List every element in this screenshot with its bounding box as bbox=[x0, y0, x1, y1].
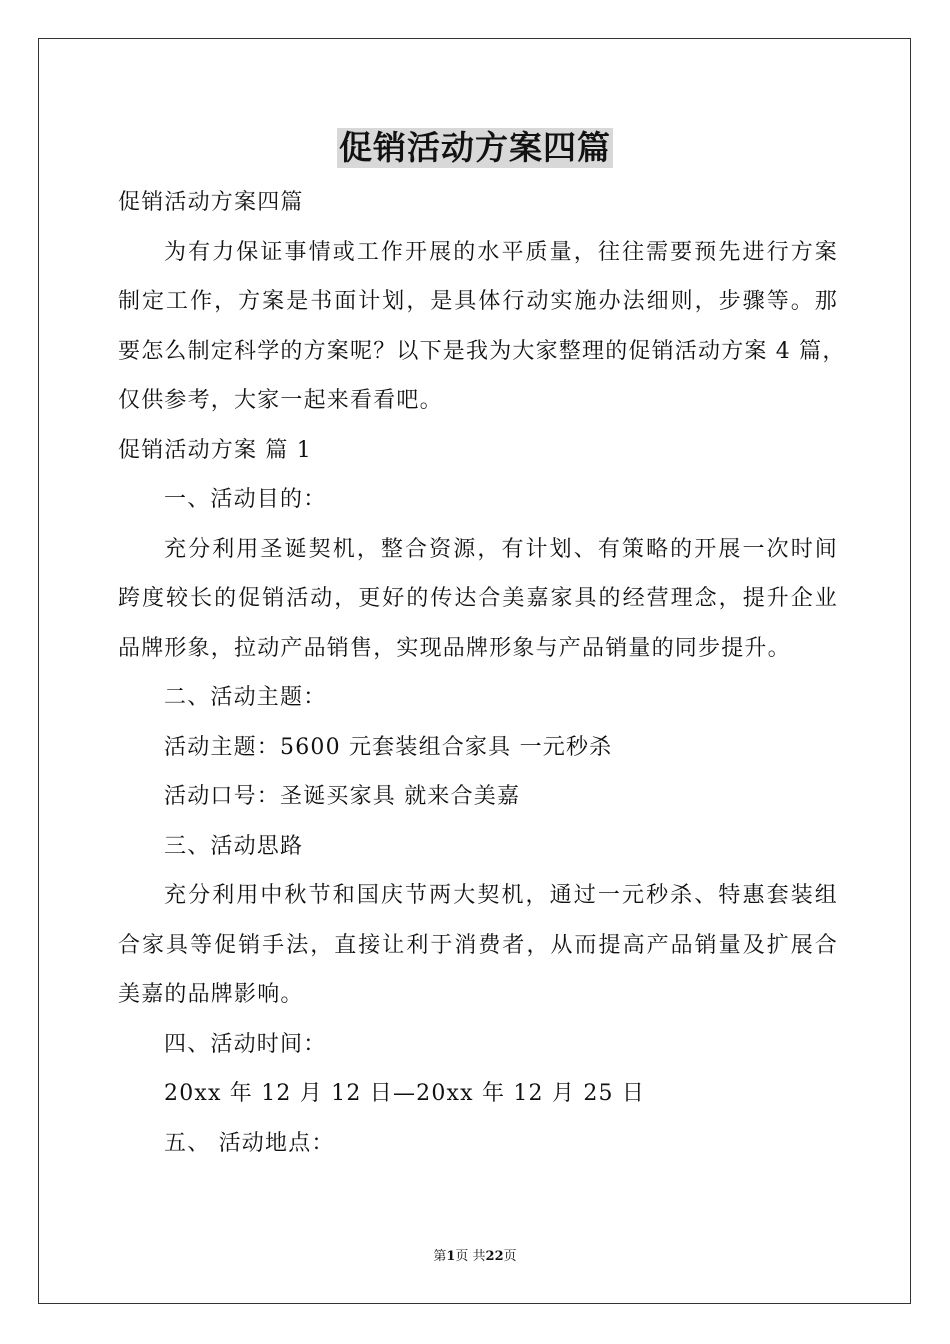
paragraph-line: 合家具等促销手法，直接让利于消费者，从而提高产品销量及扩展合 bbox=[118, 932, 838, 958]
item-heading: 一、活动目的： bbox=[164, 487, 327, 512]
item-heading: 二、活动主题： bbox=[164, 685, 327, 710]
footer-prefix: 第 bbox=[433, 1249, 447, 1264]
footer-total-pages: 22 bbox=[485, 1249, 504, 1264]
paragraph-line: 充分利用中秋节和国庆节两大契机，通过一元秒杀、特惠套装组 bbox=[164, 883, 838, 908]
paragraph-line: 充分利用圣诞契机，整合资源，有计划、有策略的开展一次时间 bbox=[164, 536, 838, 562]
footer-mid: 页 共 bbox=[455, 1249, 486, 1264]
footer-page-number: 1 bbox=[446, 1249, 456, 1264]
item-heading: 五、 活动地点： bbox=[164, 1130, 335, 1156]
paragraph-line: 跨度较长的促销活动，更好的传达合美嘉家具的经营理念，提升企业 bbox=[118, 586, 838, 611]
document-body bbox=[118, 178, 846, 1168]
paragraph-line: 20xx 年 12 月 12 日—20xx 年 12 月 25 日 bbox=[164, 1081, 646, 1106]
paragraph-line: 品牌形象，拉动产品销售，实现品牌形象与产品销量的同步提升。 bbox=[118, 635, 791, 661]
paragraph-line: 仅供参考，大家一起来看看吧。 bbox=[118, 388, 443, 413]
paragraph-line: 要怎么制定科学的方案呢？以下是我为大家整理的促销活动方案 4 篇， bbox=[118, 338, 846, 364]
title-wrap bbox=[0, 128, 950, 168]
page-footer bbox=[0, 1248, 950, 1266]
item-heading: 四、活动时间： bbox=[164, 1031, 327, 1057]
document-title: 促销活动方案四篇 bbox=[339, 128, 611, 167]
paragraph-line: 活动主题：5600 元套装组合家具 一元秒杀 bbox=[164, 734, 613, 760]
paragraph-line: 为有力保证事情或工作开展的水平质量，往往需要预先进行方案 bbox=[164, 239, 838, 265]
footer-suffix: 页 bbox=[503, 1249, 517, 1264]
section-heading: 促销活动方案 篇 1 bbox=[118, 437, 312, 463]
paragraph-line: 美嘉的品牌影响。 bbox=[118, 982, 304, 1007]
item-heading: 三、活动思路 bbox=[164, 833, 304, 859]
paragraph-line: 制定工作，方案是书面计划，是具体行动实施办法细则，步骤等。那 bbox=[118, 289, 838, 314]
paragraph-line: 活动口号：圣诞买家具 就来合美嘉 bbox=[164, 784, 521, 809]
subtitle-line: 促销活动方案四篇 bbox=[118, 190, 304, 215]
